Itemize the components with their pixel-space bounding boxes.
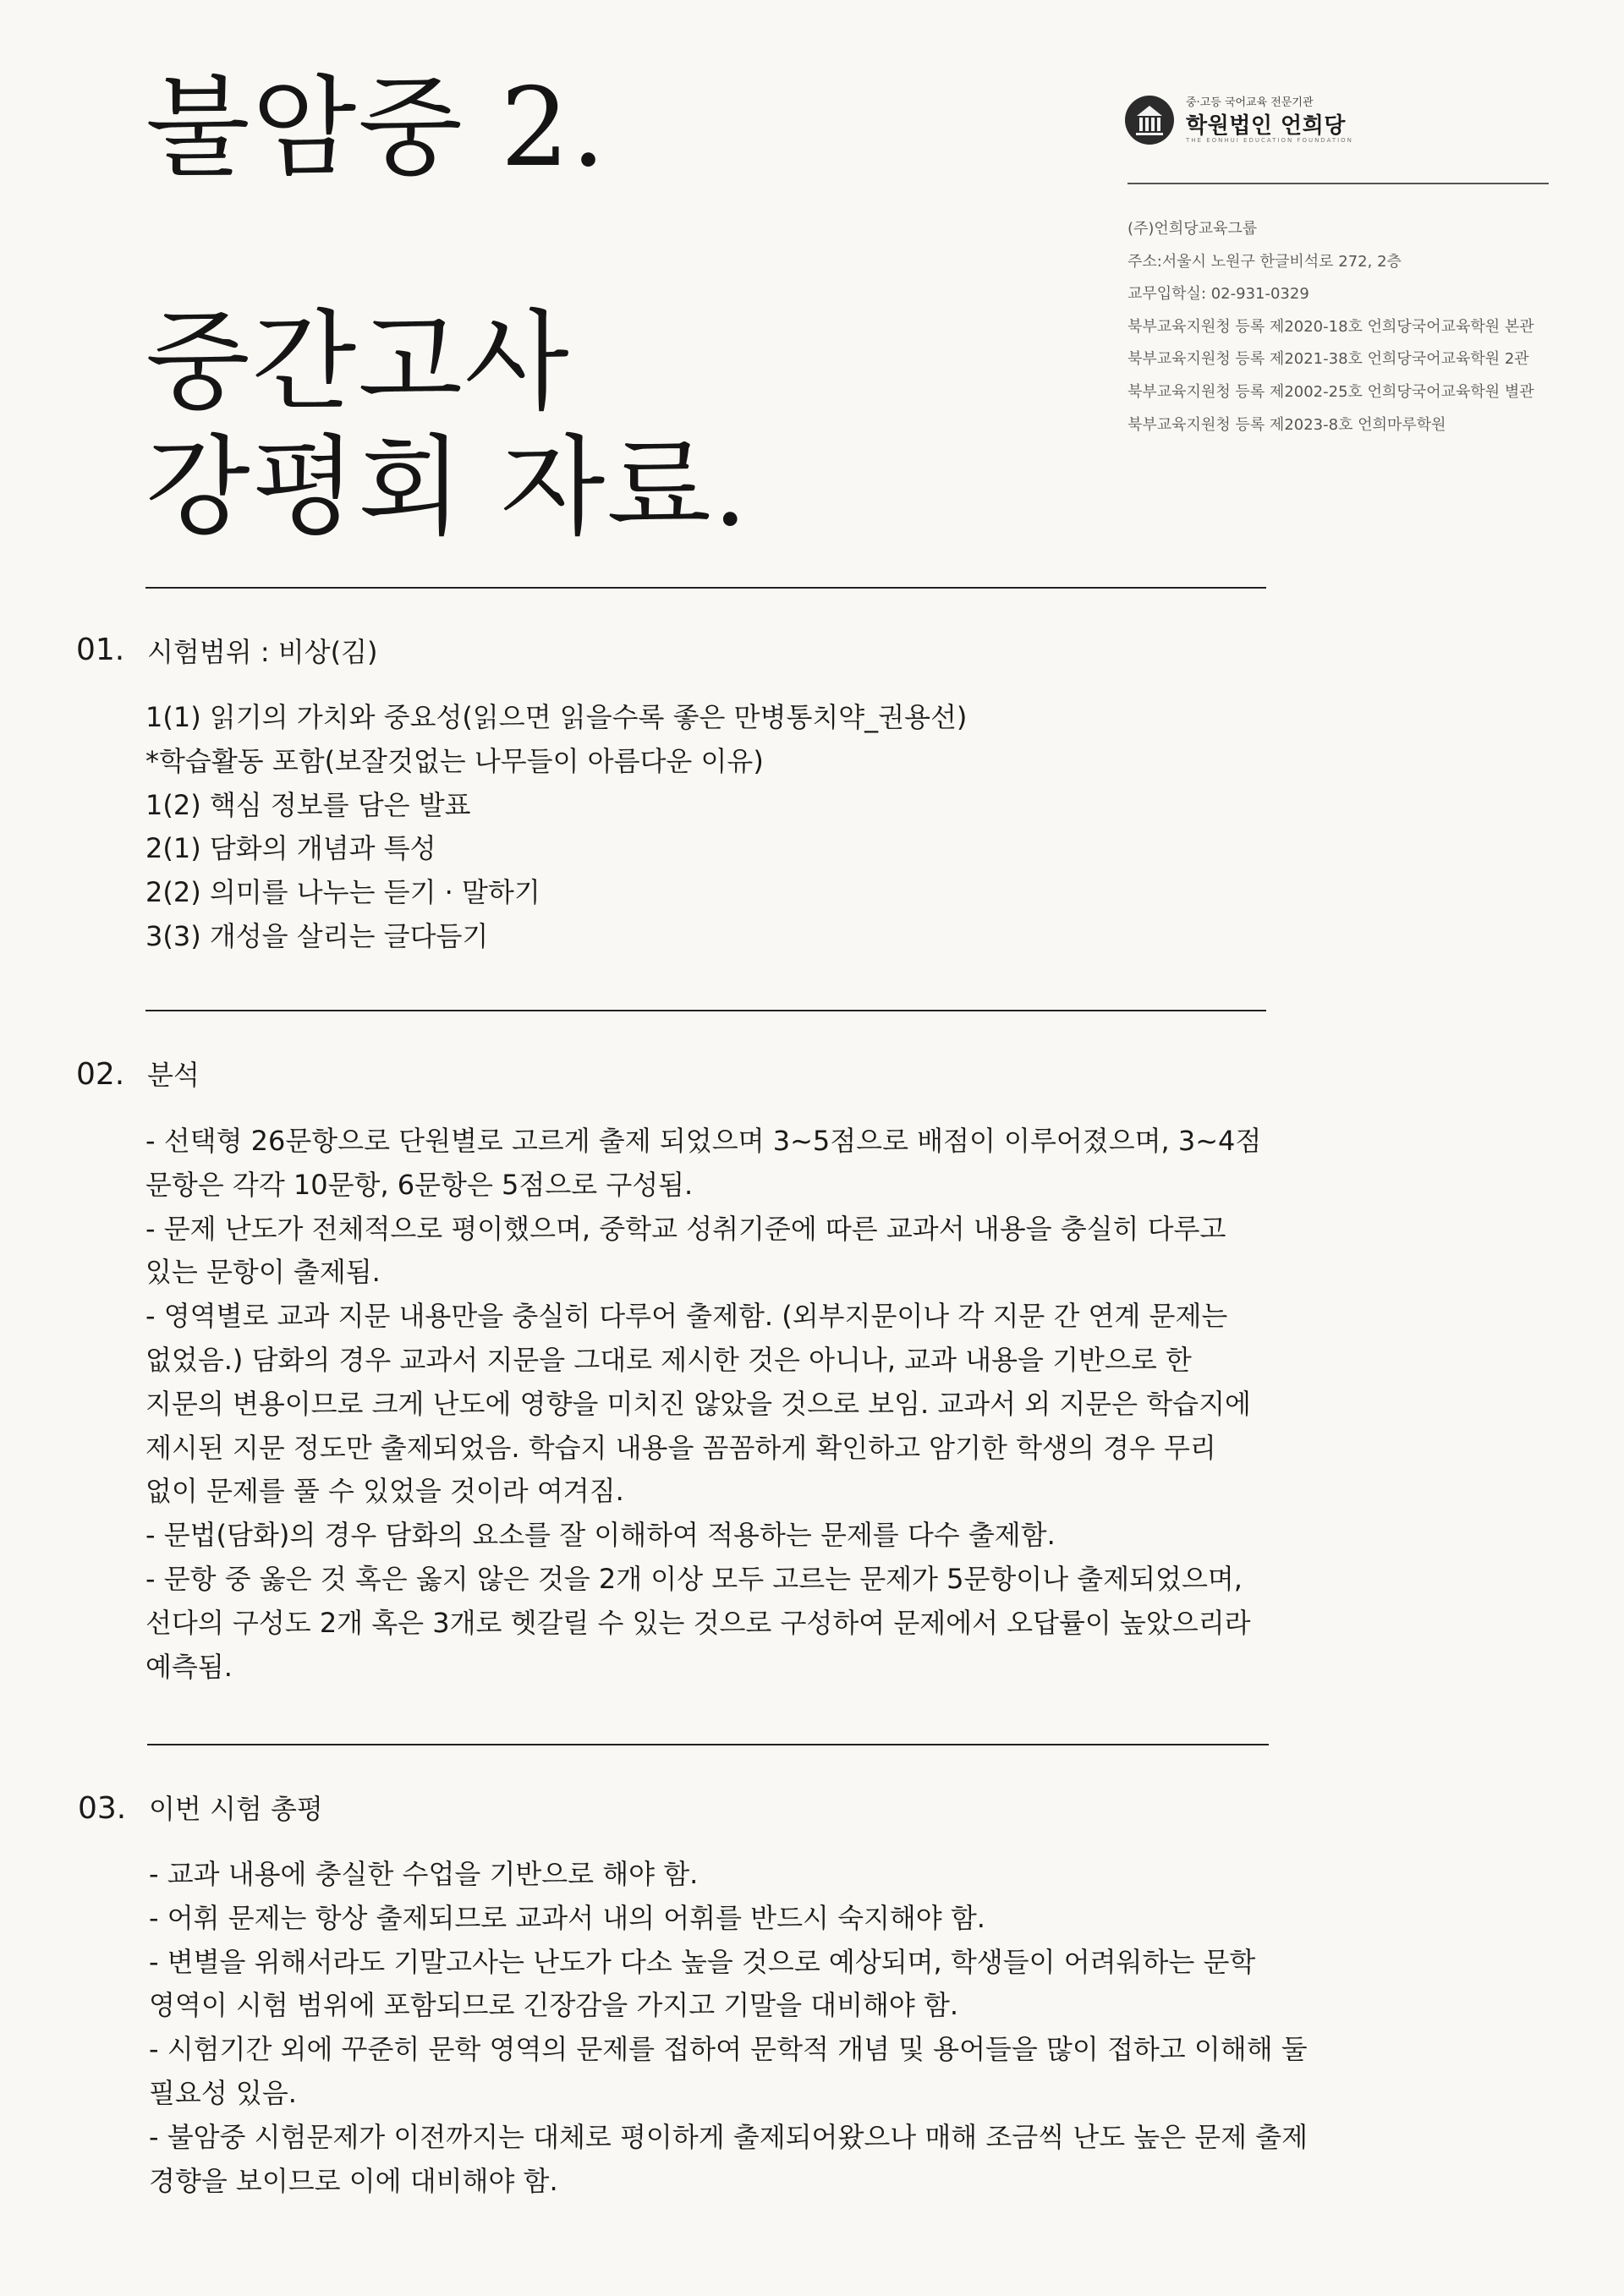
body-line: 없이 문제를 풀 수 있었을 것이라 여겨짐. — [145, 1475, 624, 1508]
body-line: 제시된 지문 정도만 출제되었음. 학습지 내용을 꼼꼼하게 확인하고 암기한 학생의 경우 무리 — [145, 1431, 1216, 1464]
section-number: 01. — [76, 633, 125, 667]
body-line: 1(2) 핵심 정보를 담은 발표 — [145, 788, 471, 821]
logo-subtitle: 중·고등 국어교육 전문기관 — [1186, 96, 1314, 109]
body-line: 경향을 보이므로 이에 대비해야 함. — [149, 2164, 558, 2197]
logo-english: THE EONHUI EDUCATION FOUNDATION — [1186, 137, 1353, 144]
academy-seal-icon — [1125, 96, 1174, 145]
company-name: (주)언희당교육그룹 — [1127, 220, 1258, 238]
body-line: 2(2) 의미를 나누는 듣기 · 말하기 — [145, 876, 540, 909]
body-line: 필요성 있음. — [149, 2076, 297, 2109]
body-line: 없었음.) 담화의 경우 교과서 지문을 그대로 제시한 것은 아니나, 교과 내용을 기반으로 한 — [145, 1343, 1192, 1376]
registration-line: 북부교육지원청 등록 제2023-8호 언희마루학원 — [1127, 415, 1446, 434]
registration-line: 북부교육지원청 등록 제2002-25호 언희당국어교육학원 별관 — [1127, 382, 1534, 401]
section-heading: 이번 시험 총평 — [149, 1793, 323, 1825]
section-number: 02. — [76, 1057, 125, 1092]
body-line: 선다의 구성도 2개 혹은 3개로 헷갈릴 수 있는 것으로 구성하여 문제에서 오답률이 높았으리라 — [145, 1606, 1251, 1639]
body-line: - 불암중 시험문제가 이전까지는 대체로 평이하게 출제되어왔으나 매해 조금씩 난도 높은 문제 출제 — [149, 2120, 1309, 2153]
title-line-2: 중간고사 — [145, 299, 571, 425]
body-line: - 문제 난도가 전체적으로 평이했으며, 중학교 성취기준에 따른 교과서 내용을 충실히 다루고 — [145, 1212, 1226, 1245]
section-divider — [147, 1744, 1269, 1745]
body-line: 1(1) 읽기의 가치와 중요성(읽으면 읽을수록 좋은 만병통치약_권용선) — [145, 701, 968, 733]
body-line: 문항은 각각 10문항, 6문항은 5점으로 구성됨. — [145, 1168, 694, 1201]
body-line: - 교과 내용에 충실한 수업을 기반으로 해야 함. — [149, 1858, 699, 1890]
section-heading: 분석 — [147, 1059, 200, 1091]
company-phone: 교무입학실: 02-931-0329 — [1127, 285, 1309, 304]
body-line: - 시험기간 외에 꾸준히 문학 영역의 문제를 접하여 문학적 개념 및 용어들을 많이 접하고 이해해 둘 — [149, 2033, 1308, 2066]
body-line: - 어휘 문제는 항상 출제되므로 교과서 내의 어휘를 반드시 숙지해야 함. — [149, 1901, 985, 1934]
body-line: 2(1) 담화의 개념과 특성 — [145, 832, 436, 865]
section-heading: 시험범위 : 비상(김) — [147, 636, 378, 668]
info-divider — [1127, 183, 1549, 184]
section-body — [145, 696, 1313, 959]
body-line: - 영역별로 교과 지문 내용만을 충실히 다루어 출제함. (외부지문이나 각 지문 간 연계 문제는 — [145, 1300, 1228, 1333]
body-line: 지문의 변용이므로 크게 난도에 영향을 미치진 않았을 것으로 보임. 교과서 외 지문은 학습지에 — [145, 1387, 1251, 1420]
body-line: - 선택형 26문항으로 단원별로 고르게 출제 되었으며 3~5점으로 배점이 이루어졌으며, 3~4점 — [145, 1125, 1262, 1157]
body-line: 3(3) 개성을 살리는 글다듬기 — [145, 919, 489, 952]
section-number: 03. — [78, 1791, 127, 1826]
body-line: 있는 문항이 출제됨. — [145, 1256, 381, 1289]
body-line: - 문법(담화)의 경우 담화의 요소를 잘 이해하여 적용하는 문제를 다수 출제함. — [145, 1519, 1056, 1552]
academy-logo — [1125, 93, 1379, 149]
registration-line: 북부교육지원청 등록 제2020-18호 언희당국어교육학원 본관 — [1127, 317, 1534, 336]
title-line-1: 불암중 2. — [145, 65, 607, 191]
logo-name: 학원법인 언희당 — [1186, 113, 1346, 139]
section-divider — [145, 587, 1266, 589]
title-line-3: 강평회 자료. — [145, 425, 749, 551]
body-line: - 변별을 위해서라도 기말고사는 난도가 다소 높을 것으로 예상되며, 학생들이 어려워하는 문학 — [149, 1945, 1256, 1978]
registration-line: 북부교육지원청 등록 제2021-38호 언희당국어교육학원 2관 — [1127, 350, 1529, 369]
body-line: 예측됨. — [145, 1650, 233, 1683]
section-body — [149, 1853, 1316, 2203]
body-line: 영역이 시험 범위에 포함되므로 긴장감을 가지고 기말을 대비해야 함. — [149, 1989, 959, 2022]
body-line: - 문항 중 옳은 것 혹은 옳지 않은 것을 2개 이상 모두 고르는 문제가 5문항이나 출제되었으며, — [145, 1562, 1243, 1595]
company-address: 주소:서울시 노원구 한글비석로 272, 2층 — [1127, 252, 1402, 271]
body-line: *학습활동 포함(보잘것없는 나무들이 아름다운 이유) — [145, 744, 764, 777]
section-divider — [145, 1010, 1266, 1011]
section-body — [145, 1120, 1313, 1689]
company-info — [1127, 213, 1601, 441]
